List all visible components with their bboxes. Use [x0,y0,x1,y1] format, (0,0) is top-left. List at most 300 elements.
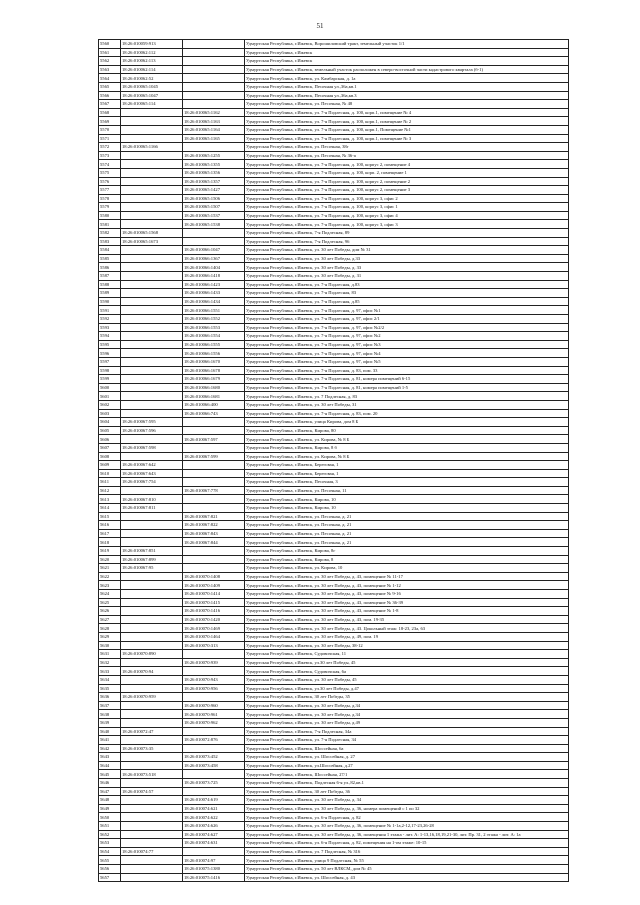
table-row [99,753,569,762]
row-number-cell: 5576 [99,177,121,186]
table-row [99,237,569,246]
address-cell: Удмуртская Республика, г.Ижевск, ул. 30 лет Победы, д. 43, помещение № 1-8 [245,607,569,616]
cadastral-number-cell [121,400,183,409]
row-number-cell: 5587 [99,272,121,281]
sub-cadastral-number-cell [183,443,245,452]
table-row [99,873,569,882]
address-cell: Удмуртская Республика, г.Ижевск, ул. 7-я Подлесная, д. 97, офис №5 [245,357,569,366]
address-cell: Удмуртская Республика, г.Ижевск, ул. 7-я Подлесная, д. 83, пом. 33 [245,366,569,375]
cadastral-number-cell: 18:26:010073:35 [121,744,183,753]
sub-cadastral-number-cell: 18:26:010073:725 [183,779,245,788]
row-number-cell: 5577 [99,186,121,195]
table-row [99,315,569,324]
table-row [99,435,569,444]
row-number-cell: 5656 [99,865,121,874]
cadastral-number-cell: 18:26:010065:114 [121,100,183,109]
table-row [99,529,569,538]
address-cell: Удмуртская Республика, г.Ижевск, ул. 30 лет Победы, д. 31 [245,272,569,281]
table-row [99,40,569,49]
address-cell: Удмуртская Республика, г.Ижевск, ул. 30 лет Победы, д. 43, помещение № 36-39 [245,598,569,607]
table-row [99,418,569,427]
row-number-cell: 5641 [99,736,121,745]
cadastral-number-cell [121,804,183,813]
row-number-cell: 5638 [99,710,121,719]
cadastral-number-cell [121,254,183,263]
sub-cadastral-number-cell: 18:26:010066:1680 [183,383,245,392]
address-cell: Удмуртская Республика, г.Ижевск [245,48,569,57]
cadastral-number-cell [121,125,183,134]
address-cell: Удмуртская Республика, г.Ижевск, ул. Песочная, 11 [245,486,569,495]
table-row [99,658,569,667]
table-row [99,693,569,702]
row-number-cell: 5582 [99,229,121,238]
row-number-cell: 5632 [99,658,121,667]
table-row [99,581,569,590]
table-row [99,263,569,272]
table-row [99,547,569,556]
address-cell: Удмуртская Республика, г.Ижевск, ул.Шоссейная, д.27 [245,761,569,770]
sub-cadastral-number-cell: 18:26:010065:1427 [183,186,245,195]
row-number-cell: 5592 [99,315,121,324]
row-number-cell: 5639 [99,718,121,727]
row-number-cell: 5605 [99,426,121,435]
sub-cadastral-number-cell [183,100,245,109]
row-number-cell: 5583 [99,237,121,246]
sub-cadastral-number-cell: 18:26:010067:822 [183,521,245,530]
table-row [99,409,569,418]
address-cell: Удмуртская Республика, г.Ижевск, Подлесная 6-я ул.,82,кв.1 [245,779,569,788]
sub-cadastral-number-cell: 18:26:010070:961 [183,710,245,719]
row-number-cell: 5586 [99,263,121,272]
sub-cadastral-number-cell: 18:26:010070:1408 [183,572,245,581]
row-number-cell: 5603 [99,409,121,418]
table-row [99,675,569,684]
table-row [99,108,569,117]
table-row [99,830,569,839]
row-number-cell: 5565 [99,82,121,91]
cadastral-number-cell: 18:26:010065:1045 [121,82,183,91]
cadastral-number-cell [121,203,183,212]
sub-cadastral-number-cell: 18:26:010065:1537 [183,211,245,220]
row-number-cell: 5563 [99,65,121,74]
address-cell: Удмуртская Республика, г.Ижевск, ул. 7-я Подлесная, д. 100, корпус 3, офис 3 [245,220,569,229]
row-number-cell: 5585 [99,254,121,263]
cadastral-number-cell [121,710,183,719]
table-row [99,839,569,848]
address-cell: Удмуртская Республика, г.Ижевск, ул. 30 лет Победы, д. 43, пом. 19-35 [245,615,569,624]
table-row [99,624,569,633]
row-number-cell: 5588 [99,280,121,289]
page-number: 51 [316,22,324,30]
row-number-cell: 5628 [99,624,121,633]
sub-cadastral-number-cell [183,727,245,736]
table-row [99,718,569,727]
table-row [99,521,569,530]
address-cell: Удмуртская Республика, г.Ижевск, ул. Кирова, № 8 Б [245,435,569,444]
sub-cadastral-number-cell: 18:26:010070:1464 [183,632,245,641]
row-number-cell: 5621 [99,564,121,573]
row-number-cell: 5649 [99,804,121,813]
table-row [99,48,569,57]
cadastral-number-cell: 18:26:010067:851 [121,547,183,556]
sub-cadastral-number-cell [183,650,245,659]
address-cell: Удмуртская Республика, г.Ижевск, Шоссейная, 27/1 [245,770,569,779]
address-cell: Удмуртская Республика, г.Ижевск, ул. 30 лет Победы, д.34 [245,701,569,710]
address-cell: Удмуртская Республика, г.Ижевск, ул. 30 лет Победы, д. 43, помещение № 11-17 [245,572,569,581]
table-row [99,366,569,375]
address-cell: Удмуртская Республика, г.Ижевск, ул. 7-я Подлесная, д. 81, номера помещений 1-5 [245,383,569,392]
sub-cadastral-number-cell: 18:26:010066:1423 [183,280,245,289]
table-row [99,134,569,143]
row-number-cell: 5647 [99,787,121,796]
cadastral-number-cell: 18:26:010067:596 [121,426,183,435]
row-number-cell: 5618 [99,538,121,547]
cadastral-number-cell: 18:26:010074:77 [121,847,183,856]
sub-cadastral-number-cell [183,65,245,74]
table-row [99,246,569,255]
table-row [99,667,569,676]
table-row [99,194,569,203]
row-number-cell: 5562 [99,57,121,66]
cadastral-number-cell [121,289,183,298]
table-row [99,804,569,813]
row-number-cell: 5637 [99,701,121,710]
table-row [99,512,569,521]
table-row [99,289,569,298]
row-number-cell: 5569 [99,117,121,126]
row-number-cell: 5593 [99,323,121,332]
cadastral-number-cell: 18:26:010067:811 [121,504,183,513]
address-cell: Удмуртская Республика, г.Ижевск, ул. 6-я Подлесная, д. 82, помещения на 1-ом этаже: 10-15 [245,839,569,848]
cadastral-number-cell [121,392,183,401]
address-cell: Удмуртская Республика, г.Ижевск, ул. 7-я Подлесная, д. 100, корп.1, помещение № 3 [245,134,569,143]
sub-cadastral-number-cell: 18:26:010066:1418 [183,272,245,281]
row-number-cell: 5640 [99,727,121,736]
row-number-cell: 5644 [99,761,121,770]
cadastral-number-cell [121,332,183,341]
table-row [99,383,569,392]
table-row [99,650,569,659]
cadastral-number-cell: 18:26:010073:518 [121,770,183,779]
table-row [99,392,569,401]
address-cell: Удмуртская Республика, г.Ижевск, Ворошиловский тракт, земельный участок 1/1 [245,40,569,49]
sub-cadastral-number-cell: 18:26:010074:626 [183,822,245,831]
row-number-cell: 5645 [99,770,121,779]
address-cell: Удмуртская Республика, г.Ижевск, ул. 7-я Подлесная, д. 100, корп.1, Помещение №1 [245,125,569,134]
sub-cadastral-number-cell [183,547,245,556]
table-row [99,117,569,126]
cadastral-number-cell [121,761,183,770]
address-cell: Удмуртская Республика, г.Ижевск, Кирова, 8г [245,547,569,556]
address-cell: Удмуртская Республика, г.Ижевск, ул. 7-я Подлесная, д. 97, офис 2/1 [245,315,569,324]
table-row [99,151,569,160]
sub-cadastral-number-cell: 18:26:010065:1162 [183,108,245,117]
table-row [99,426,569,435]
address-cell: Удмуртская Республика, г.Ижевск, ул. 30 лет Победы, д.33 [245,254,569,263]
address-cell: Удмуртская Республика, г.Ижевск, ул. Песочная, д. 21 [245,529,569,538]
cadastral-number-cell: 18:26:010072:47 [121,727,183,736]
cadastral-number-cell [121,873,183,882]
cadastral-number-cell [121,280,183,289]
row-number-cell: 5629 [99,632,121,641]
address-cell: Удмуртская Республика, г.Ижевск, ул. 30 лет Победы, д. 36, номера помещений с 1 по 32 [245,804,569,813]
cadastral-number-cell: 18:26:010067:642 [121,461,183,470]
cadastral-number-cell: 18:26:010067:595 [121,418,183,427]
sub-cadastral-number-cell: 18:26:010066:1555 [183,340,245,349]
address-cell: Удмуртская Республика, г.Ижевск, ул. 30 лет Победы, д. 36, помещение № 1-1а,2-12,17-23,26-28 [245,822,569,831]
table-row [99,779,569,788]
table-row [99,632,569,641]
sub-cadastral-number-cell [183,495,245,504]
row-number-cell: 5575 [99,168,121,177]
cadastral-number-cell [121,409,183,418]
table-row [99,306,569,315]
address-cell: Удмуртская Республика, г.Ижевск, Береговая, 1 [245,469,569,478]
sub-cadastral-number-cell: 18:26:010065:1356 [183,168,245,177]
row-number-cell: 5584 [99,246,121,255]
row-number-cell: 5574 [99,160,121,169]
row-number-cell: 5567 [99,100,121,109]
cadastral-number-cell [121,658,183,667]
address-cell: Удмуртская Республика, г.Ижевск, улица Кирова, дом 8 Б [245,418,569,427]
cadastral-number-cell [121,306,183,315]
row-number-cell: 5614 [99,504,121,513]
table-row [99,822,569,831]
cadastral-number-cell: 18:26:010070:959 [121,693,183,702]
sub-cadastral-number-cell: 18:26:010065:1357 [183,177,245,186]
sub-cadastral-number-cell: 18:26:010074:631 [183,839,245,848]
row-number-cell: 5570 [99,125,121,134]
row-number-cell: 5597 [99,357,121,366]
table-row [99,340,569,349]
address-cell: Удмуртская Республика, г.Ижевск, ул. 7 Подлесная, д. 83 [245,392,569,401]
sub-cadastral-number-cell: 18:26:010065:1355 [183,160,245,169]
sub-cadastral-number-cell: 18:26:010072:876 [183,736,245,745]
row-number-cell: 5615 [99,512,121,521]
cadastral-number-cell [121,383,183,392]
sub-cadastral-number-cell: 18:26:010066:1047 [183,246,245,255]
table-row [99,332,569,341]
address-cell: Удмуртская Республика, г.Ижевск, ул. Камбарская, д. 1а [245,74,569,83]
address-cell: Удмуртская Республика, г.Ижевск, 30 лет Победы, 36 [245,787,569,796]
address-cell: Удмуртская Республика, г.Ижевск, ул. 30 лет Победы, д.49 [245,718,569,727]
sub-cadastral-number-cell [183,504,245,513]
row-number-cell: 5596 [99,349,121,358]
cadastral-number-cell [121,117,183,126]
sub-cadastral-number-cell: 18:26:010070:313 [183,641,245,650]
row-number-cell: 5633 [99,667,121,676]
table-row [99,254,569,263]
address-cell: Удмуртская Республика, г.Ижевск, ул.30 лет Победы, 45 [245,658,569,667]
sub-cadastral-number-cell: 18:26:010066:400 [183,400,245,409]
row-number-cell: 5646 [99,779,121,788]
address-cell: Удмуртская Республика, г.Ижевск, ул. 30 лет Победы, д. 33 [245,263,569,272]
address-cell: Удмуртская Республика, г.Ижевск, ул. 7 Подлесная, № 316 [245,847,569,856]
row-number-cell: 5608 [99,452,121,461]
row-number-cell: 5625 [99,598,121,607]
address-cell: Удмуртская Республика, г.Ижевск, ул. 7-я Подлесная, д.83 [245,280,569,289]
sub-cadastral-number-cell: 18:26:010066:1678 [183,366,245,375]
cadastral-number-cell: 18:26:010065:1047 [121,91,183,100]
table-row [99,641,569,650]
table-row [99,168,569,177]
address-cell: Удмуртская Республика, г.Ижевск, ул. 7-я Подлесная, д. 83, пом. 20 [245,409,569,418]
sub-cadastral-number-cell [183,693,245,702]
sub-cadastral-number-cell [183,40,245,49]
sub-cadastral-number-cell: 18:26:010067:599 [183,452,245,461]
table-row [99,143,569,152]
table-row [99,461,569,470]
table-row [99,469,569,478]
cadastral-number-cell [121,598,183,607]
sub-cadastral-number-cell: 18:26:010065:1164 [183,125,245,134]
row-number-cell: 5630 [99,641,121,650]
table-row [99,297,569,306]
table-row [99,211,569,220]
sub-cadastral-number-cell: 18:26:010065:1163 [183,117,245,126]
cadastral-number-cell [121,108,183,117]
sub-cadastral-number-cell: 18:26:010070:1420 [183,615,245,624]
sub-cadastral-number-cell [183,744,245,753]
sub-cadastral-number-cell [183,469,245,478]
sub-cadastral-number-cell [183,418,245,427]
sub-cadastral-number-cell: 18:26:010067:778 [183,486,245,495]
cadastral-number-cell: 18:26:010065:1673 [121,237,183,246]
table-row [99,91,569,100]
address-cell: Удмуртская Республика, г.Ижевск, Судовичская, 11 [245,650,569,659]
address-cell: Удмуртская Республика, г.Ижевск, ул. Песочная, д. 21 [245,521,569,530]
address-cell: Удмуртская Республика, г.Ижевск, ул. Песочная, № 36-а [245,151,569,160]
cadastral-number-cell [121,151,183,160]
cadastral-number-cell [121,572,183,581]
table-row [99,701,569,710]
cadastral-number-cell [121,813,183,822]
cadastral-number-cell [121,486,183,495]
cadastral-number-cell [121,349,183,358]
table-row [99,177,569,186]
table-row [99,203,569,212]
table-row [99,856,569,865]
sub-cadastral-number-cell [183,143,245,152]
sub-cadastral-number-cell: 18:26:010066:1670 [183,357,245,366]
sub-cadastral-number-cell: 18:26:010070:1416 [183,607,245,616]
cadastral-number-cell: 18:26:010070:94 [121,667,183,676]
address-cell: Удмуртская Республика, г.Ижевск, Кирова, 8 [245,555,569,564]
table-row [99,280,569,289]
table-row [99,125,569,134]
address-cell: Удмуртская Республика, г.Ижевск, улица 9 Подлесная, № 55 [245,856,569,865]
table-row [99,357,569,366]
sub-cadastral-number-cell: 18:26:010074:621 [183,804,245,813]
row-number-cell: 5607 [99,443,121,452]
cadastral-number-cell: 18:26:010062:113 [121,57,183,66]
cadastral-number-cell [121,357,183,366]
address-cell: Удмуртская Республика, г.Ижевск, ул. 30 лет Победы, д. 43, помещение № 9-16 [245,590,569,599]
table-row [99,684,569,693]
cadastral-number-cell: 18:26:010070:890 [121,650,183,659]
cadastral-number-cell: 18:26:010065:1568 [121,229,183,238]
address-cell: Удмуртская Республика, г.Ижевск, ул. 30 лет Победы, д. 43. Цокольный этаж: 18-23, 23а, 63 [245,624,569,633]
table-row [99,787,569,796]
address-cell: Удмуртская Республика, г.Ижевск, ул. 7-я Подлесная, д. 97, офис №1 [245,306,569,315]
cadastral-number-cell: 18:26:010062:112 [121,48,183,57]
table-row [99,220,569,229]
table-row [99,744,569,753]
row-number-cell: 5612 [99,486,121,495]
sub-cadastral-number-cell [183,461,245,470]
sub-cadastral-number-cell [183,57,245,66]
cadastral-number-cell [121,718,183,727]
table-row [99,452,569,461]
row-number-cell: 5610 [99,469,121,478]
address-cell: Удмуртская Республика, г.Ижевск, Судовичская, 6а [245,667,569,676]
address-cell: Удмуртская Республика, г.Ижевск, Кирова, 8 б [245,443,569,452]
row-number-cell: 5631 [99,650,121,659]
sub-cadastral-number-cell: 18:26:010070:1469 [183,624,245,633]
cadastral-number-cell [121,822,183,831]
cadastral-number-cell: 18:26:010062:114 [121,65,183,74]
address-cell: Удмуртская Республика, г.Ижевск, ул. Шоссейная, д. 43 [245,873,569,882]
cadastral-number-cell [121,194,183,203]
row-number-cell: 5595 [99,340,121,349]
cadastral-number-cell [121,830,183,839]
cadastral-number-cell: 18:26:010067:899 [121,555,183,564]
sub-cadastral-number-cell [183,478,245,487]
address-cell: Удмуртская Республика, г.Ижевск, ул. 7-я Подлесная, д. 100, корп.1, помещение № 4 [245,108,569,117]
sub-cadastral-number-cell: 18:26:010075:1380 [183,865,245,874]
sub-cadastral-number-cell: 18:26:010066:1554 [183,332,245,341]
table-row [99,272,569,281]
row-number-cell: 5611 [99,478,121,487]
sub-cadastral-number-cell: 18:26:010066:1434 [183,297,245,306]
cadastral-number-cell [121,736,183,745]
table-row [99,478,569,487]
address-cell: Удмуртская Республика, г.Ижевск, Береговая, 1 [245,461,569,470]
table-row [99,160,569,169]
sub-cadastral-number-cell: 18:26:010073:458 [183,761,245,770]
sub-cadastral-number-cell: 18:26:010065:1165 [183,134,245,143]
row-number-cell: 5620 [99,555,121,564]
row-number-cell: 5580 [99,211,121,220]
table-row [99,796,569,805]
cadastral-number-cell [121,796,183,805]
sub-cadastral-number-cell [183,555,245,564]
address-cell: Удмуртская Республика, г.Ижевск, ул. 7-я Подлесная, д. 100, корпус 2, помещение 2 [245,177,569,186]
sub-cadastral-number-cell [183,426,245,435]
address-cell: Удмуртская Республика, г.Ижевск, 7-я Подлесная, 34а [245,727,569,736]
sub-cadastral-number-cell: 18:26:010070:1409 [183,581,245,590]
row-number-cell: 5650 [99,813,121,822]
row-number-cell: 5601 [99,392,121,401]
sub-cadastral-number-cell [183,847,245,856]
table-row [99,100,569,109]
row-number-cell: 5564 [99,74,121,83]
cadastral-number-cell [121,297,183,306]
row-number-cell: 5626 [99,607,121,616]
address-cell: Удмуртская Республика, г.Ижевск, ул. Песочная, д. 21 [245,512,569,521]
table-row [99,74,569,83]
table-row [99,770,569,779]
cadastral-number-cell [121,512,183,521]
row-number-cell: 5572 [99,143,121,152]
sub-cadastral-number-cell: 18:26:010070:943 [183,675,245,684]
cadastral-table [98,39,569,882]
row-number-cell: 5606 [99,435,121,444]
row-number-cell: 5634 [99,675,121,684]
address-cell: Удмуртская Республика, г.Ижевск, ул. 30 лет Победы, д. 36, помещения 1 этажа - лит. А: 1-13,16,18,19,21-30, лит. Пр. 31, 2 этажа - лит. А: 1а [245,830,569,839]
cadastral-number-cell [121,581,183,590]
table-row [99,615,569,624]
